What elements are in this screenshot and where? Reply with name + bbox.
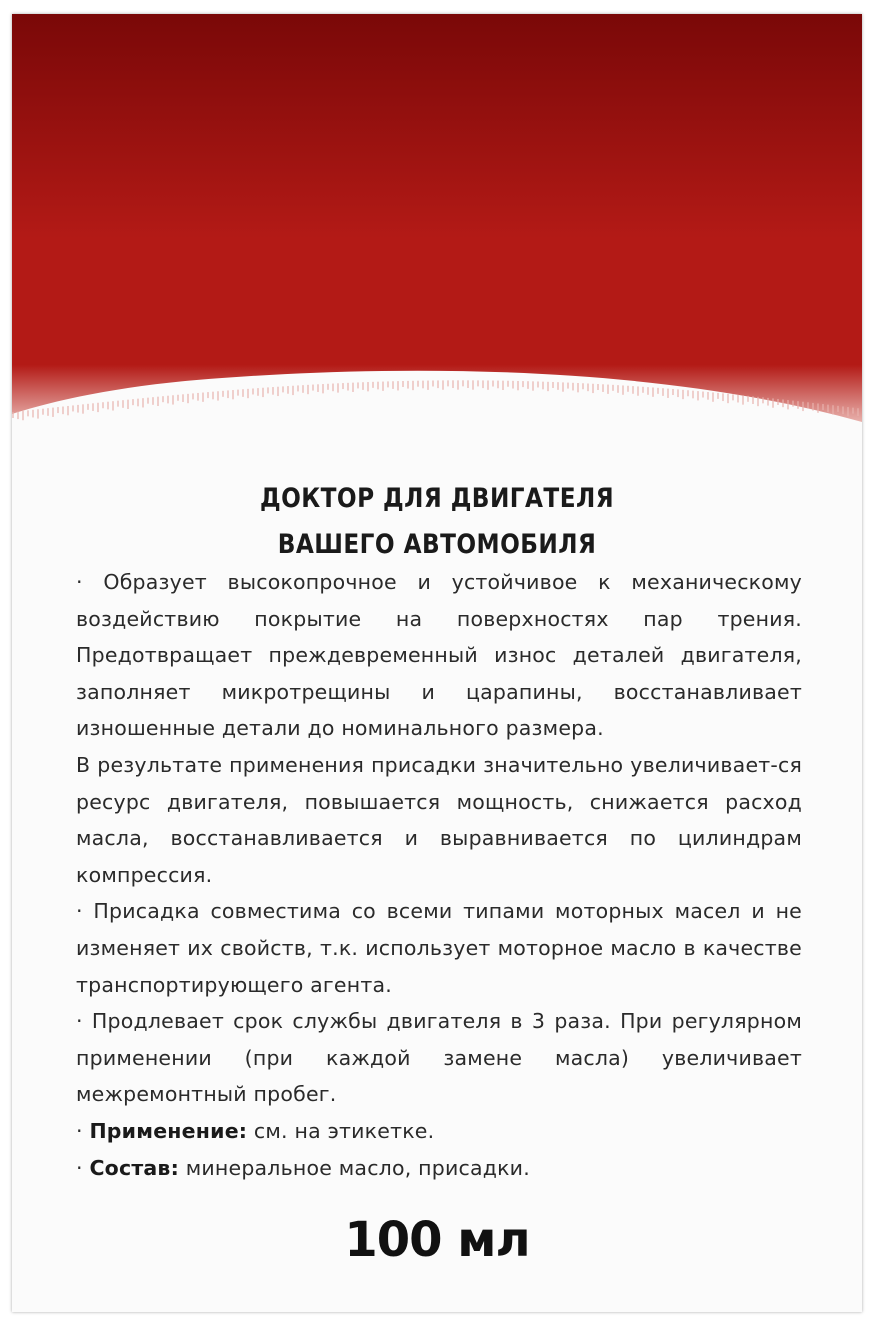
band-fringe-tick (722, 393, 724, 401)
band-fringe-tick (297, 385, 299, 391)
band-fringe-tick (272, 387, 274, 395)
band-fringe-tick (532, 381, 534, 390)
band-fringe-tick (557, 382, 559, 390)
band-fringe-tick (542, 382, 544, 390)
band-fringe-tick (277, 387, 279, 396)
band-fringe-tick (27, 410, 29, 416)
band-fringe-tick (547, 382, 549, 391)
band-fringe-tick (22, 411, 24, 420)
band-fringe-tick (397, 381, 399, 390)
band-fringe-tick (782, 400, 784, 408)
band-fringe-tick (257, 388, 259, 396)
composition-line (76, 1150, 802, 1187)
band-fringe-tick (207, 392, 209, 398)
band-fringe-tick (132, 399, 134, 405)
band-fringe-tick (172, 395, 174, 404)
band-fringe-tick (232, 390, 234, 399)
band-fringe-tick (717, 393, 719, 399)
composition-label: Состав: (89, 1155, 180, 1180)
band-fringe-tick (502, 381, 504, 390)
band-fringe-tick (182, 394, 184, 402)
band-fringe-tick (812, 403, 814, 411)
band-fringe-tick (617, 385, 619, 393)
band-fringe-tick (57, 407, 59, 413)
band-fringe-tick (262, 388, 264, 397)
band-fringe-tick (507, 381, 509, 387)
band-fringe-tick (487, 380, 489, 389)
band-fringe-tick (332, 384, 334, 392)
band-fringe-tick (97, 403, 99, 412)
band-fringe-tick (112, 401, 114, 410)
band-fringe-tick (672, 389, 674, 395)
band-fringe-tick (682, 390, 684, 399)
band-fringe-tick (37, 409, 39, 418)
paragraph-resource: В результате применения присадки значительно увеличивает-ся ресурс двигателя, повышается мощность, снижается расход масла, восстанавливается и выравнивается по цилиндрам компрессия. (76, 752, 802, 887)
band-fringe-tick (212, 392, 214, 400)
band-fringe-tick (587, 383, 589, 391)
band-fringe-tick (467, 380, 469, 388)
band-fringe-tick (712, 392, 714, 401)
band-fringe-tick (67, 406, 69, 415)
band-fringe-tick (847, 407, 849, 416)
band-fringe-tick (857, 408, 859, 416)
band-fringe-tick (472, 380, 474, 389)
band-fringe-tick (242, 389, 244, 397)
band-fringe-tick (737, 395, 739, 403)
band-fringe-tick (102, 402, 104, 408)
band-fringe-tick (807, 402, 809, 408)
band-fringe-tick (337, 383, 339, 392)
band-fringe-tick (82, 404, 84, 413)
band-fringe-tick (367, 382, 369, 391)
product-box-back (12, 14, 862, 1312)
band-fringe-tick (352, 383, 354, 392)
band-fringe-tick (302, 385, 304, 393)
band-fringe-tick (442, 380, 444, 389)
paragraph-compatibility: · Присадка совместима со всеми типами моторных масел и не изменяет их свойств, т.к. использует моторное масло в качестве транспортирующего агента. (76, 899, 802, 997)
band-fringe-tick (612, 385, 614, 391)
band-fringe-tick (92, 403, 94, 411)
band-fringe-tick (72, 405, 74, 411)
band-fringe-tick (87, 404, 89, 410)
band-fringe-tick (152, 397, 154, 405)
band-fringe-tick (607, 385, 609, 394)
band-fringe-tick (407, 381, 409, 389)
band-fringe-tick (362, 382, 364, 390)
band-fringe-tick (217, 391, 219, 400)
band-fringe-tick (142, 398, 144, 407)
band-fringe-tick (187, 394, 189, 403)
band-fringe-tick (162, 396, 164, 402)
band-fringe-tick (312, 385, 314, 391)
red-gradient-band (12, 14, 862, 474)
band-fringe-tick (267, 387, 269, 393)
band-fringe-tick (522, 381, 524, 387)
band-fringe-tick (167, 396, 169, 404)
band-fringe-tick (282, 386, 284, 392)
band-fringe-tick (677, 389, 679, 397)
band-fringe-tick (322, 384, 324, 393)
band-fringe-tick (802, 402, 804, 411)
band-fringe-tick (437, 380, 439, 388)
band-fringe-tick (137, 399, 139, 407)
band-fringe-tick (202, 393, 204, 402)
band-fringe-tick (592, 384, 594, 393)
band-fringe-tick (222, 391, 224, 397)
band-fringe-tick (47, 408, 49, 416)
band-fringe-tick (697, 391, 699, 400)
band-fringe-tick (417, 381, 419, 387)
band-fringe-tick (252, 388, 254, 394)
band-fringe-tick (287, 386, 289, 394)
band-fringe-tick (822, 404, 824, 410)
band-fringe-tick (687, 390, 689, 396)
band-fringe-tick (117, 401, 119, 407)
band-fringe-tick (517, 381, 519, 390)
band-fringe-tick (572, 383, 574, 391)
band-fringe-tick (452, 380, 454, 388)
band-fringe-tick (427, 381, 429, 390)
band-fringe-tick (652, 387, 654, 396)
composition-text: минеральное масло, присадки. (179, 1155, 530, 1180)
band-fringe-tick (797, 401, 799, 409)
band-fringe-tick (632, 386, 634, 394)
paragraph-coating: · Образует высокопрочное и устойчивое к механическому воздействию покрытие на поверхностях пар трения. Предотвращает преждевременный износ деталей двигателя, заполняет микротрещины и царапины, восстанавливает изношенные детали до номинального размера. (76, 570, 802, 741)
band-fringe-tick (792, 401, 794, 407)
band-fringe-tick (197, 393, 199, 401)
usage-line (76, 1113, 802, 1150)
band-fringe-tick (482, 380, 484, 388)
band-fringe-tick (512, 381, 514, 389)
band-fringe-tick (757, 397, 759, 406)
band-fringe-tick (122, 400, 124, 408)
description (76, 564, 802, 1186)
band-fringe-tick (292, 386, 294, 395)
band-fringe-tick (732, 394, 734, 400)
usage-bullet: · (76, 1118, 90, 1143)
band-fringe-tick (392, 381, 394, 389)
band-fringe-tick (147, 398, 149, 404)
band-fringe-tick (177, 395, 179, 401)
band-fringe-tick (832, 405, 834, 414)
band-fringe-tick (647, 387, 649, 395)
band-fringe-tick (582, 383, 584, 389)
band-fringe-tick (562, 382, 564, 391)
band-fringe-tick (602, 384, 604, 392)
band-fringe-tick (742, 395, 744, 404)
product-title (72, 476, 803, 568)
band-fringe-tick (42, 409, 44, 415)
band-fringe-tick (317, 384, 319, 392)
band-fringe-tick (227, 390, 229, 398)
band-fringe-tick (762, 397, 764, 403)
title-line-2: ВАШЕГО АВТОМОБИЛЯ (277, 529, 597, 560)
band-fringe-tick (787, 400, 789, 409)
band-fringe-tick (667, 389, 669, 398)
band-fringe-tick (422, 381, 424, 389)
band-fringe-tick (767, 398, 769, 406)
band-fringe-tick (307, 385, 309, 394)
band-fringe-tick (747, 396, 749, 402)
band-fringe-tick (492, 381, 494, 387)
band-fringe-tick (752, 396, 754, 404)
band-fringe-tick (107, 402, 109, 410)
band-fringe-tick (12, 412, 14, 418)
band-fringe-tick (642, 387, 644, 393)
band-fringe-tick (537, 381, 539, 387)
band-fringe-tick (372, 382, 374, 388)
band-fringe-tick (817, 403, 819, 412)
band-fringe-tick (342, 383, 344, 389)
title-line-1: ДОКТОР ДЛЯ ДВИГАТЕЛЯ (259, 483, 615, 514)
band-fringe-tick (527, 381, 529, 389)
band-fringe-tick (637, 386, 639, 395)
band-fringe-tick (387, 381, 389, 387)
band-fringe-tick (327, 384, 329, 390)
band-fringe-tick (52, 408, 54, 417)
band-fringe-tick (702, 392, 704, 398)
composition-bullet: · (76, 1155, 90, 1180)
band-fringe-tick (357, 382, 359, 388)
band-fringe-tick (837, 406, 839, 412)
band-fringe-tick (412, 381, 414, 390)
band-fringe-tick (657, 388, 659, 394)
band-fringe-tick (247, 389, 249, 398)
band-fringe-tick (157, 397, 159, 406)
band-fringe-tick (477, 380, 479, 386)
band-fringe-tick (127, 400, 129, 409)
band-fringe-tick (77, 405, 79, 413)
band-fringe-tick (577, 383, 579, 392)
band-fringe-tick (382, 382, 384, 391)
band-fringe-tick (462, 380, 464, 386)
band-fringe-tick (622, 385, 624, 394)
band-fringe-tick (347, 383, 349, 391)
band-fringe-tick (192, 393, 194, 399)
band-fringe-tick (552, 382, 554, 388)
band-fringe-tick (32, 410, 34, 418)
band-fringe-tick (377, 382, 379, 390)
paragraph-service-life: · Продлевает срок службы двигателя в 3 раза. При регулярном применении (при каждой замене масла) увеличивает межремонтный пробег. (76, 1009, 802, 1107)
band-fringe-tick (567, 383, 569, 389)
band-fringe-tick (662, 388, 664, 396)
band-fringe-tick (692, 391, 694, 399)
usage-label: Применение: (89, 1118, 248, 1143)
band-fringe-tick (727, 394, 729, 403)
band-fringe-tick (62, 407, 64, 415)
volume-label: 100 мл (344, 1212, 530, 1268)
band-fringe-tick (447, 380, 449, 386)
band-fringe-tick (402, 381, 404, 387)
band-fringe-tick (597, 384, 599, 390)
band-fringe-tick (237, 390, 239, 396)
band-fringe-tick (627, 386, 629, 392)
band-fringe-tick (827, 405, 829, 413)
band-fringe-tick (852, 408, 854, 414)
band-fringe-tick (17, 411, 19, 419)
band-fringe-tick (457, 380, 459, 389)
band-fringe-tick (707, 392, 709, 400)
band-fringe-tick (772, 398, 774, 407)
band-fringe-tick (432, 380, 434, 386)
band-fringe-tick (497, 381, 499, 389)
usage-text: см. на этикетке. (247, 1118, 435, 1143)
band-fringe-tick (842, 406, 844, 414)
band-fringe-tick (777, 399, 779, 405)
